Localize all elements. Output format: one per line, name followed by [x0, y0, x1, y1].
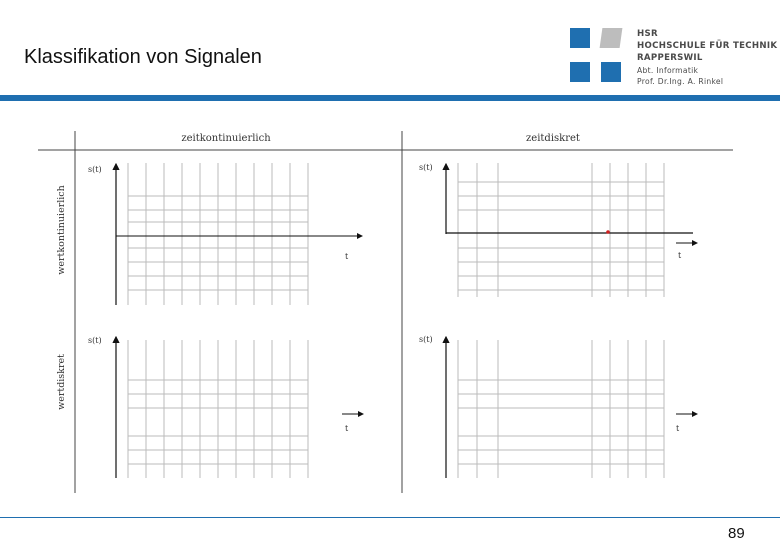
panel-continuous-time-continuous-value: [88, 163, 362, 305]
institution-line: HOCHSCHULE FÜR TECHNIK: [637, 41, 778, 52]
panel-continuous-time-discrete-value: [88, 336, 363, 478]
y-axis-label: s(t): [88, 336, 102, 345]
y-axis-label: s(t): [88, 165, 102, 174]
panel-discrete-time-continuous-value: [419, 163, 697, 297]
institution-department: Abt. Informatik: [637, 65, 699, 75]
institution-line: RAPPERSWIL: [637, 53, 703, 64]
panel-grid: [458, 163, 664, 297]
row-header-discrete-value: wertdiskret: [56, 354, 67, 410]
row-header-continuous-value: wertkontinuierlich: [56, 185, 67, 275]
col-header-discrete-time: zeitdiskret: [526, 133, 580, 144]
page-number: 89: [728, 525, 745, 542]
y-axis-label: s(t): [419, 335, 433, 344]
panel-grid: [128, 163, 308, 305]
panel-grid: [128, 340, 308, 478]
x-axis-label: t: [345, 252, 349, 261]
x-axis-label: t: [678, 251, 682, 260]
institution-line: HSR: [637, 29, 658, 39]
footer-rule: [0, 517, 780, 518]
x-axis-label: t: [345, 424, 349, 433]
panel-grid: [458, 340, 664, 478]
y-axis-label: s(t): [419, 163, 433, 172]
x-axis-label: t: [676, 424, 680, 433]
panel-discrete-time-discrete-value: [419, 335, 697, 478]
col-header-continuous-time: zeitkontinuierlich: [181, 133, 271, 144]
slide-title: Klassifikation von Signalen: [24, 46, 262, 68]
signal-sample-marker: [606, 230, 610, 234]
institution-author: Prof. Dr.Ing. A. Rinkel: [637, 76, 724, 86]
